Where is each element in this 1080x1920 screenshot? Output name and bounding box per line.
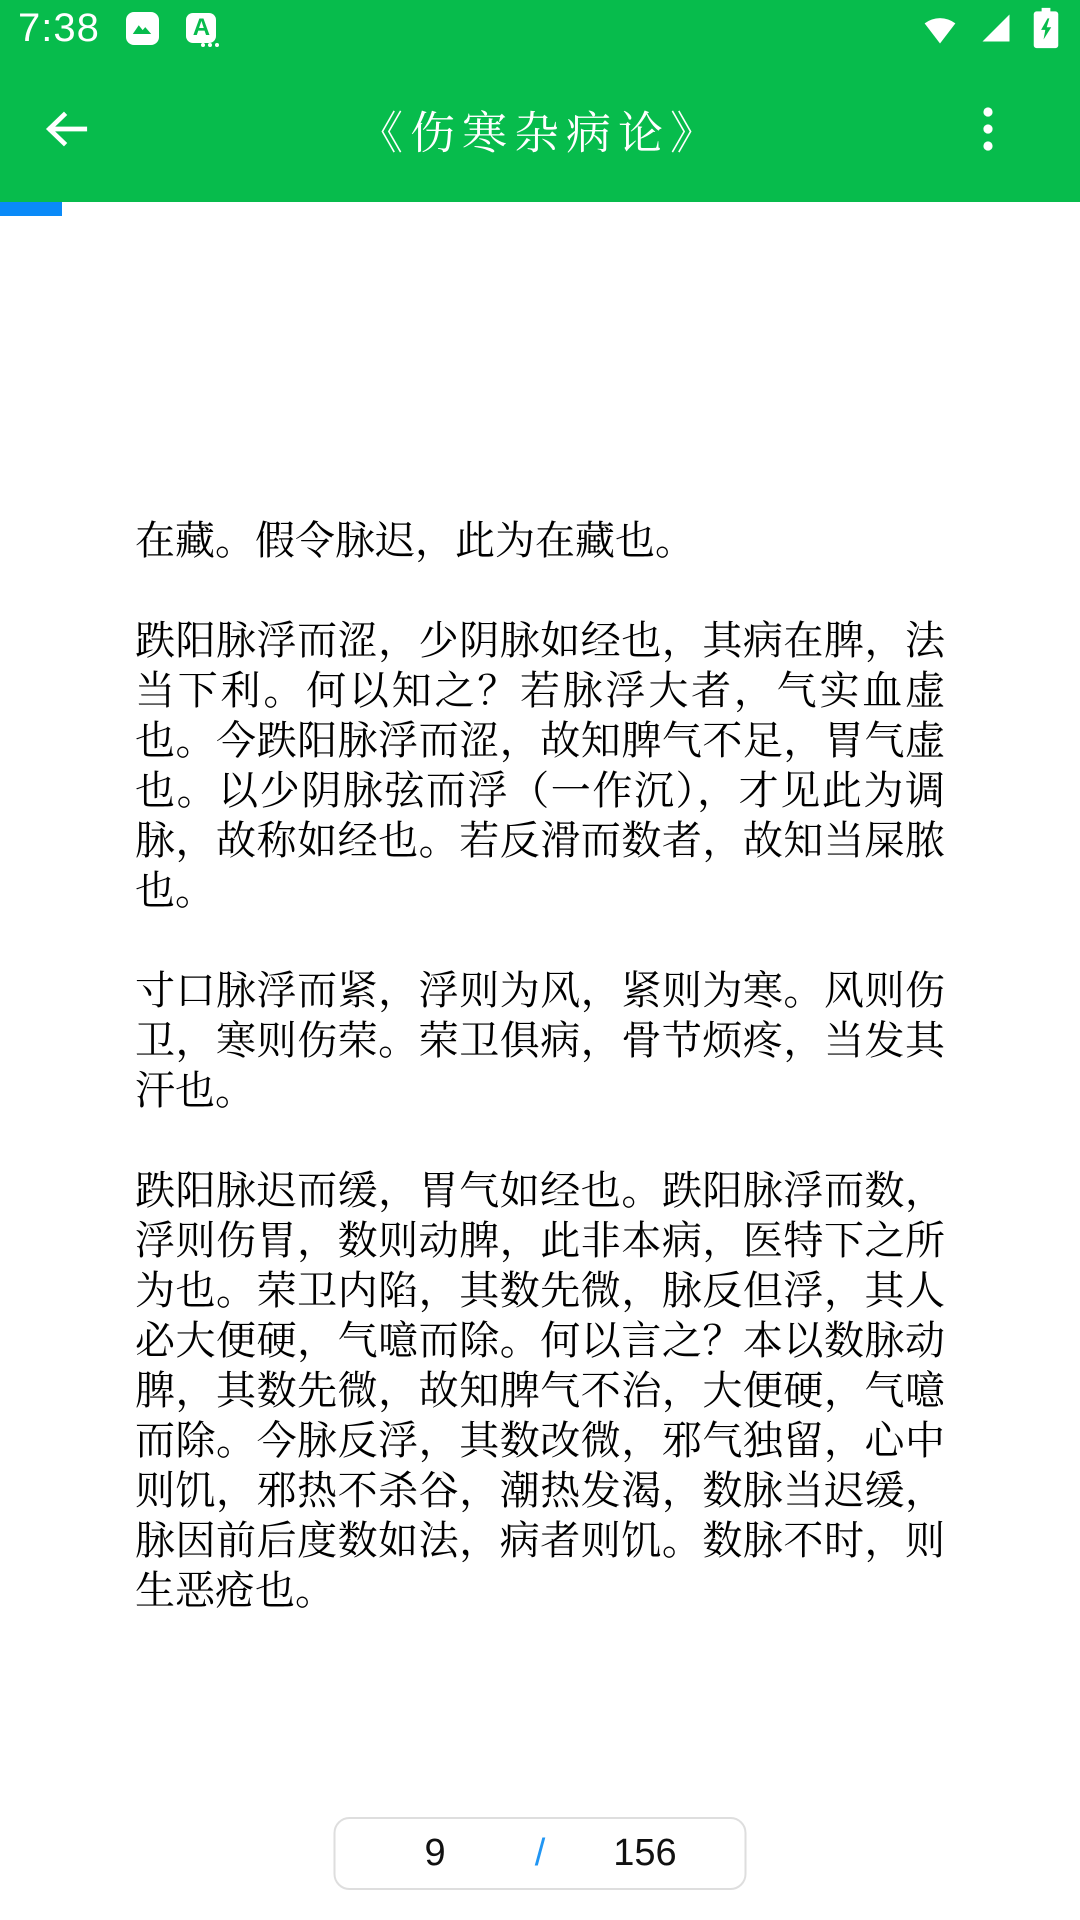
page-title: 《伤寒杂病论》 bbox=[357, 107, 723, 159]
app-bar bbox=[0, 56, 1080, 202]
total-pages: 156 bbox=[613, 1832, 677, 1874]
reading-progress-bar bbox=[0, 202, 1080, 216]
cellular-signal-icon bbox=[978, 10, 1014, 46]
current-page: 9 bbox=[424, 1832, 446, 1874]
status-bar-left bbox=[18, 0, 244, 56]
battery-charging-icon bbox=[1032, 7, 1060, 49]
ime-a-icon bbox=[185, 10, 218, 47]
page-separator: / bbox=[534, 1832, 546, 1874]
status-time: 7:38 bbox=[18, 6, 100, 50]
paragraph: 跌阳脉浮而涩，少阴脉如经也，其病在脾，法当下利。何以知之？若脉浮大者，气实血虚也。今跌阳脉浮而涩，故知脾气不足，胃气虚也。以少阴脉弦而浮（一作沉），才见此为调脉，故称如经也。若反滑而数者，故知当屎脓也。 bbox=[135, 618, 945, 913]
overflow-menu-button[interactable] bbox=[962, 99, 1014, 159]
gallery-icon bbox=[126, 12, 159, 45]
status-bar-right bbox=[902, 7, 1060, 49]
reading-progress-fill bbox=[0, 202, 62, 216]
back-button[interactable] bbox=[38, 101, 94, 157]
reader-content[interactable] bbox=[0, 216, 1080, 1616]
page-indicator[interactable] bbox=[334, 1817, 747, 1890]
ime-dots bbox=[201, 43, 219, 47]
status-bar bbox=[0, 0, 1080, 56]
paragraph: 寸口脉浮而紧，浮则为风，紧则为寒。风则伤卫，寒则伤荣。荣卫俱病，骨节烦疼，当发其汗也。 bbox=[135, 968, 945, 1113]
paragraph: 在藏。假令脉迟，此为在藏也。 bbox=[135, 518, 695, 563]
wifi-icon bbox=[920, 10, 960, 46]
paragraph: 跌阳脉迟而缓，胃气如经也。跌阳脉浮而数，浮则伤胃，数则动脾，此非本病，医特下之所为也。荣卫内陷，其数先微，脉反但浮，其人必大便硬，气噫而除。何以言之？本以数脉动脾，其数先微，故知脾气不治，大便硬，气噫而除。今脉反浮，其数改微，邪气独留，心中则饥，邪热不杀谷，潮热发渴，数脉当迟缓，脉因前后度数如法，病者则饥。数脉不时，则生恶疮也。 bbox=[135, 1168, 945, 1613]
ime-a-letter: A bbox=[186, 13, 216, 43]
